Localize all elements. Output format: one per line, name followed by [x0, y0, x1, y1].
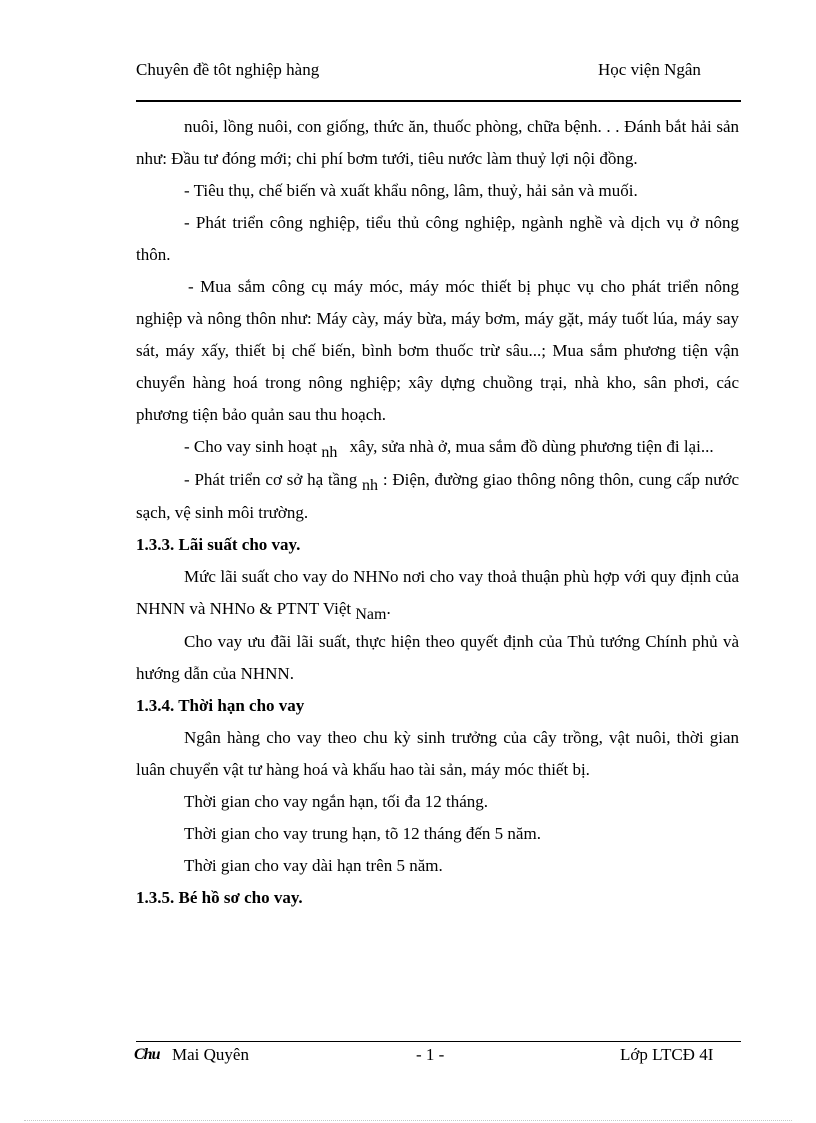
paragraph-short-term: Thời gian cho vay ngắn hạn, tối đa 12 tháng.	[184, 792, 489, 811]
interest-rate-text-b: .	[386, 599, 391, 618]
living-loans-text-b: xây, sửa nhà ở, mua sắm đồ dùng phương tiện đi lại...	[349, 437, 714, 456]
living-loans-subscript: nh	[321, 444, 338, 461]
header-left-title: Chuyên đề tôt nghiệp hàng	[136, 60, 320, 79]
paragraph-living-loans	[136, 431, 739, 464]
paragraph-aquaculture: nuôi, lồng nuôi, con giống, thức ăn, thuốc phòng, chữa bệnh. . . Đánh bắt hải sản như: Đầu tư đóng mới; chi phí bơm tưới, tiêu nước làm thuỷ lợi nội đồng.	[136, 117, 739, 168]
header-right-title: Học viện Ngân	[598, 60, 701, 79]
paragraph-processing-export: - Tiêu thụ, chế biến và xuất khẩu nông, lâm, thuỷ, hải sản và muối.	[184, 181, 638, 200]
section-heading-loan-documents: 1.3.5. Bé hồ sơ cho vay.	[136, 888, 303, 907]
section-heading-interest-rate: 1.3.3. Lãi suất cho vay.	[136, 535, 301, 554]
footer-logo: Chu	[134, 1046, 160, 1063]
section-heading-loan-term: 1.3.4. Thời hạn cho vay	[136, 696, 305, 715]
interest-rate-subscript: Nam	[355, 606, 387, 623]
paragraph-industry-development: - Phát triển công nghiệp, tiểu thủ công nghiệp, ngành nghề và dịch vụ ở nông thôn.	[136, 213, 739, 264]
paragraph-interest-rate	[136, 561, 739, 626]
footer-class: Lớp LTCĐ 4I	[620, 1045, 714, 1064]
paragraph-machinery-purchase: - Mua sắm công cụ máy móc, máy móc thiết bị phục vụ cho phát triển nông nghiệp và nông thôn như: Máy cày, máy bừa, máy bơm, máy gặt, máy tuốt lúa, máy say sát, máy xấy, thiết bị chế biến, bình bơm thuốc trừ sâu...; Mua sắm phương tiện vận chuyển hàng hoá trong nông nghiệp; xây dựng chuồng trại, nhà kho, sân phơi, các phương tiện bảo quản sau thu hoạch.	[136, 277, 739, 424]
living-loans-text-a: - Cho vay sinh hoạt	[184, 437, 318, 456]
footer-page-number: - 1 -	[416, 1045, 445, 1064]
infrastructure-text-a: - Phát triển cơ sở hạ tầng	[184, 470, 358, 489]
paragraph-long-term: Thời gian cho vay dài hạn trên 5 năm.	[184, 856, 443, 875]
footer-author: Mai Quyên	[172, 1045, 249, 1064]
paragraph-infrastructure	[136, 464, 739, 529]
page-bottom-edge	[24, 1120, 792, 1121]
paragraph-preferential-rate: Cho vay ưu đãi lãi suất, thực hiện theo quyết định của Thủ tướng Chính phủ và hướng dẫn của NHNN.	[136, 632, 739, 683]
footer-rule	[136, 1041, 741, 1042]
paragraph-loan-cycle: Ngân hàng cho vay theo chu kỳ sinh trưởng của cây trồng, vật nuôi, thời gian luân chuyển vật tư hàng hoá và khấu hao tài sản, máy móc thiết bị.	[136, 728, 739, 779]
document-body	[136, 111, 739, 914]
infrastructure-text-b: : Điện, đường giao thông nông thôn, cung cấp nước sạch, vệ sinh môi trường.	[136, 470, 740, 522]
infrastructure-subscript: nh	[362, 477, 379, 494]
header-rule	[136, 100, 741, 102]
paragraph-medium-term: Thời gian cho vay trung hạn, tõ 12 tháng đến 5 năm.	[184, 824, 541, 843]
interest-rate-text-a: Mức lãi suất cho vay do NHNo nơi cho vay thoả thuận phù hợp với quy định của NHNN và NHNo & PTNT Việt	[136, 567, 739, 618]
